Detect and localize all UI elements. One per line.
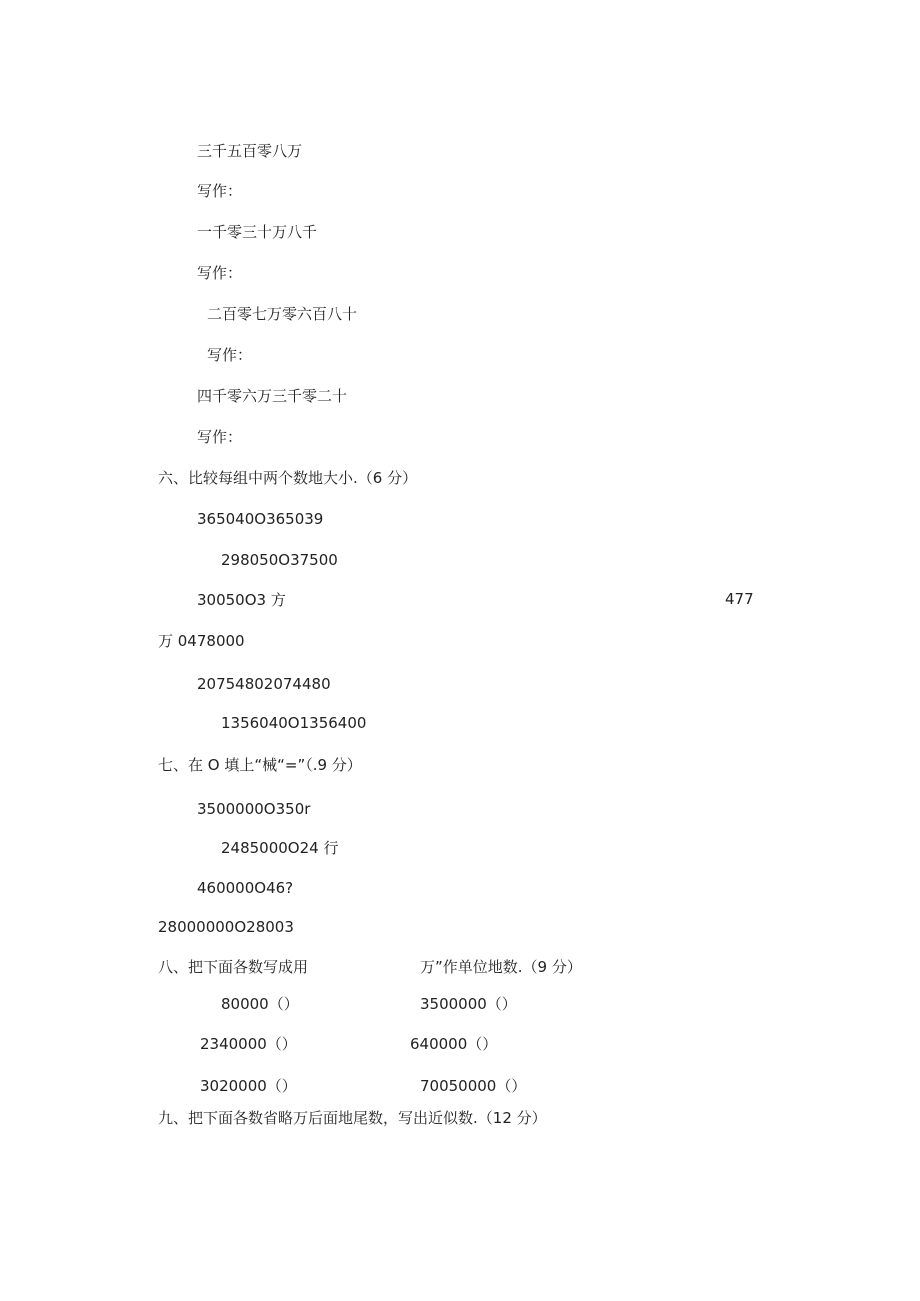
compare-item-5: 20754802074480	[197, 675, 331, 693]
compare-item-6: 1356040O1356400	[221, 714, 367, 732]
write-label-1: 写作：	[197, 182, 243, 200]
unit-item-4: 640000（）	[410, 1035, 498, 1053]
section-6-heading: 六、比较每组中两个数地大小.（6 分）	[158, 469, 418, 487]
unit-item-5: 3020000（）	[200, 1077, 297, 1095]
write-label-2: 写作：	[197, 264, 243, 282]
section-8-heading-left: 八、把下面各数写成用	[158, 958, 309, 976]
compare-item-4-start: 477	[725, 590, 754, 608]
compare-item-4-end: 万 0478000	[158, 632, 245, 650]
section-9-heading: 九、把下面各数省略万后面地尾数，写出近似数.（12 分）	[158, 1109, 547, 1127]
fill-item-3: 460000O46?	[197, 879, 294, 897]
number-words-3: 二百零七万零六百八十	[207, 305, 358, 323]
write-label-3: 写作：	[207, 346, 253, 364]
fill-item-2: 2485000O24 行	[221, 839, 339, 857]
unit-item-6: 70050000（）	[420, 1077, 527, 1095]
unit-item-2: 3500000（）	[420, 995, 517, 1013]
compare-item-2: 298050O37500	[221, 551, 338, 569]
compare-item-3: 30050O3 方	[197, 591, 286, 609]
number-words-2: 一千零三十万八千	[197, 223, 318, 241]
number-words-4: 四千零六万三千零二十	[197, 387, 348, 405]
number-words-1: 三千五百零八万	[197, 142, 303, 160]
write-label-4: 写作：	[197, 428, 243, 446]
fill-item-4: 28000000O28003	[158, 918, 294, 936]
compare-item-1: 365040O365039	[197, 510, 324, 528]
unit-item-3: 2340000（）	[200, 1035, 297, 1053]
fill-item-1: 3500000O350r	[197, 800, 311, 818]
section-8-heading-right: 万”作单位地数.（9 分）	[420, 958, 582, 976]
unit-item-1: 80000（）	[221, 995, 299, 1013]
section-7-heading: 七、在 O 填上“械“=”（.9 分）	[158, 756, 362, 774]
